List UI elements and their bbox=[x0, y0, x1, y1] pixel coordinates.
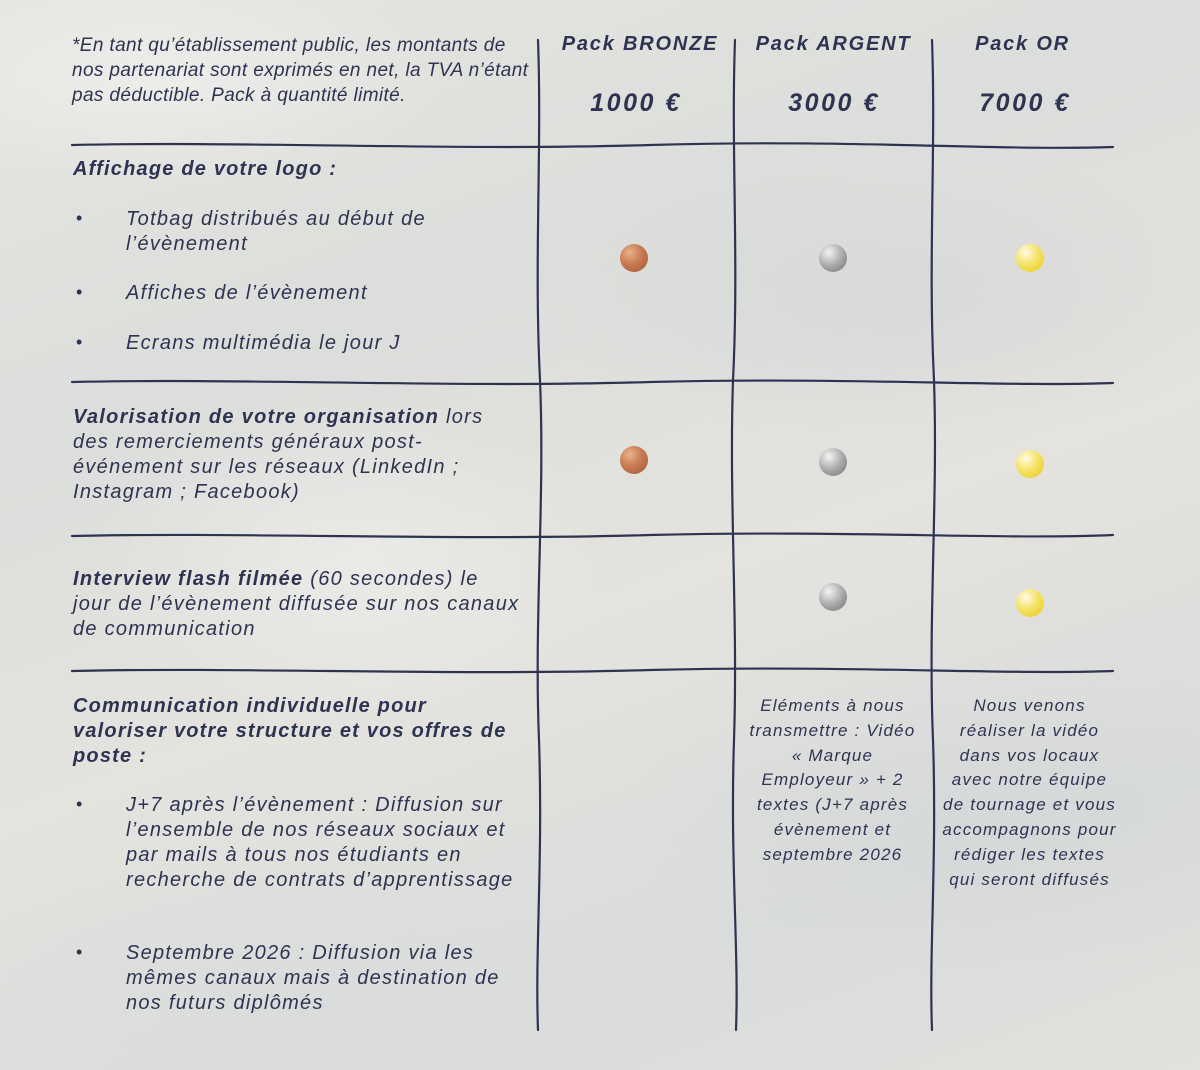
interview-row-rest: (60 secondes) le jour de l’évènement diffusée sur nos canaux de communication bbox=[73, 568, 520, 640]
pack-bronze-title: Pack BRONZE bbox=[561, 33, 719, 55]
pack-or-price: 7000 € bbox=[979, 89, 1071, 117]
pack-argent-price: 3000 € bbox=[788, 89, 880, 117]
pack-or-title: Pack OR bbox=[975, 33, 1070, 55]
logo-bullet-totbag: Totbag distribués au début de l’évènement bbox=[126, 208, 426, 255]
bullet-glyph: • bbox=[76, 208, 84, 228]
or-included-dot bbox=[1016, 450, 1044, 478]
pack-bronze-price: 1000 € bbox=[590, 89, 682, 117]
bullet-glyph: • bbox=[76, 942, 84, 962]
argent-included-dot bbox=[819, 583, 847, 611]
bullet-glyph: • bbox=[76, 282, 84, 302]
row-divider-4 bbox=[72, 669, 1113, 673]
column-divider-1 bbox=[537, 40, 541, 1030]
argent-communication-details: Eléments à nous transmettre : Vidéo « Marque Employeur » + 2 textes (J+7 après évènement et septembre 2026 bbox=[749, 696, 916, 864]
valorisation-row-text bbox=[73, 405, 523, 505]
pack-argent-title: Pack ARGENT bbox=[755, 33, 912, 55]
argent-included-dot bbox=[819, 448, 847, 476]
interview-row-bold: Interview flash filmée bbox=[73, 568, 304, 590]
row-divider-3 bbox=[72, 534, 1113, 538]
bronze-included-dot bbox=[620, 446, 648, 474]
logo-row-heading: Affichage de votre logo : bbox=[73, 158, 338, 180]
or-included-dot bbox=[1016, 244, 1044, 272]
logo-bullet-affiches: Affiches de l’évènement bbox=[126, 282, 368, 304]
interview-row-text bbox=[73, 567, 523, 642]
bullet-glyph: • bbox=[76, 794, 84, 814]
communication-bullet-septembre: Septembre 2026 : Diffusion via les mêmes canaux mais à destination de nos futurs diplômés bbox=[126, 942, 500, 1014]
row-divider-2 bbox=[72, 381, 1113, 384]
communication-bullet-j7: J+7 après l’évènement : Diffusion sur l’ensemble de nos réseaux sociaux et par mails à tous nos étudiants en recherche de contrats d’apprentissage bbox=[126, 794, 514, 891]
tva-note: *En tant qu’établissement public, les montants de nos partenariat sont exprimés en net, la TVA n’étant pas déductible. Pack à quantité limité. bbox=[72, 35, 529, 106]
valorisation-row-rest: lors des remerciements généraux post-événement sur les réseaux (LinkedIn ; Instagram ; Facebook) bbox=[73, 406, 484, 503]
argent-included-dot bbox=[819, 244, 847, 272]
row-divider-1 bbox=[72, 143, 1113, 148]
bronze-included-dot bbox=[620, 244, 648, 272]
communication-row-heading: Communication individuelle pour valoriser votre structure et vos offres de poste : bbox=[73, 695, 507, 767]
bullet-glyph: • bbox=[76, 332, 84, 352]
column-divider-2 bbox=[732, 40, 737, 1030]
logo-bullet-ecrans: Ecrans multimédia le jour J bbox=[126, 332, 401, 354]
or-communication-details: Nous venons réaliser la vidéo dans vos locaux avec notre équipe de tournage et vous accompagnons pour rédiger les textes qui seront diffusés bbox=[942, 696, 1117, 889]
or-included-dot bbox=[1016, 589, 1044, 617]
valorisation-row-bold: Valorisation de votre organisation bbox=[73, 406, 440, 428]
